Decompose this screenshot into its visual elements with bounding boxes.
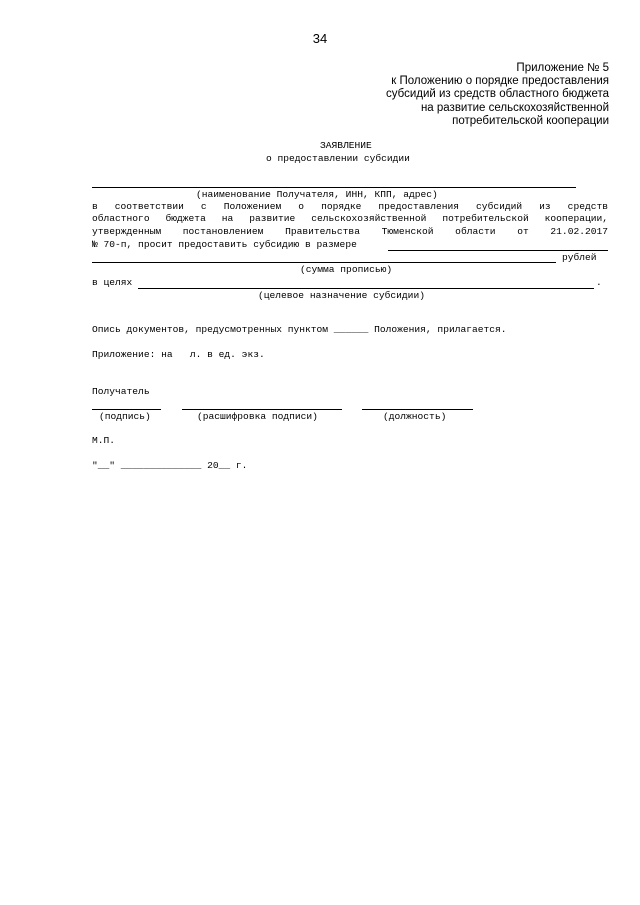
appendix-block [249, 62, 609, 128]
amount-words-line [92, 262, 556, 263]
appendix-line: к Положению о порядке предоставления [391, 75, 609, 88]
date-line: "__" ______________ 20__ г. [92, 460, 248, 471]
appendix-line: на развитие сельскохозяйственной [420, 101, 609, 114]
position-line [362, 409, 473, 410]
purpose-caption: (целевое назначение субсидии) [258, 290, 425, 301]
recipient-field-line [92, 187, 576, 188]
body-line-4: № 70-п, просит предоставить субсидию в размере [92, 239, 357, 250]
document-subtitle: о предоставлении субсидии [266, 153, 410, 164]
body-line-3: утвержденным постановлением Правительства Тюменской области от 21.02.2017 [92, 226, 608, 237]
appendix-line: потребительской кооперации [452, 114, 609, 127]
attachment-line: Приложение: на л. в ед. экз. [92, 349, 265, 360]
stamp-label: М.П. [92, 435, 116, 446]
purpose-label: в целях [92, 277, 133, 288]
amount-field-line [388, 250, 608, 251]
appendix-line: субсидий из средств областного бюджета [385, 88, 609, 101]
signature-decode-caption: (расшифровка подписи) [197, 411, 318, 422]
recipient-caption: (наименование Получателя, ИНН, КПП, адрес) [196, 189, 438, 200]
signature-caption: (подпись) [99, 411, 151, 422]
currency-label: рублей [562, 252, 597, 263]
position-caption: (должность) [383, 411, 447, 422]
amount-caption: (сумма прописью) [300, 264, 393, 275]
appendix-line: Приложение № 5 [516, 62, 609, 74]
signature-decode-line [182, 409, 342, 410]
page-number: 34 [312, 31, 328, 46]
body-line-2: областного бюджета на развитие сельскохозяйственной потребительской кооперации, [92, 213, 608, 224]
signature-line [92, 409, 161, 410]
recipient-label: Получатель [92, 386, 150, 397]
documents-line: Опись документов, предусмотренных пунктом ______ Положения, прилагается. [92, 324, 507, 335]
document-title: ЗАЯВЛЕНИЕ [320, 140, 372, 151]
purpose-end: . [596, 277, 602, 288]
purpose-field-line [138, 288, 594, 289]
body-line-1: в соответствии с Положением о порядке предоставления субсидий из средств [92, 201, 608, 212]
